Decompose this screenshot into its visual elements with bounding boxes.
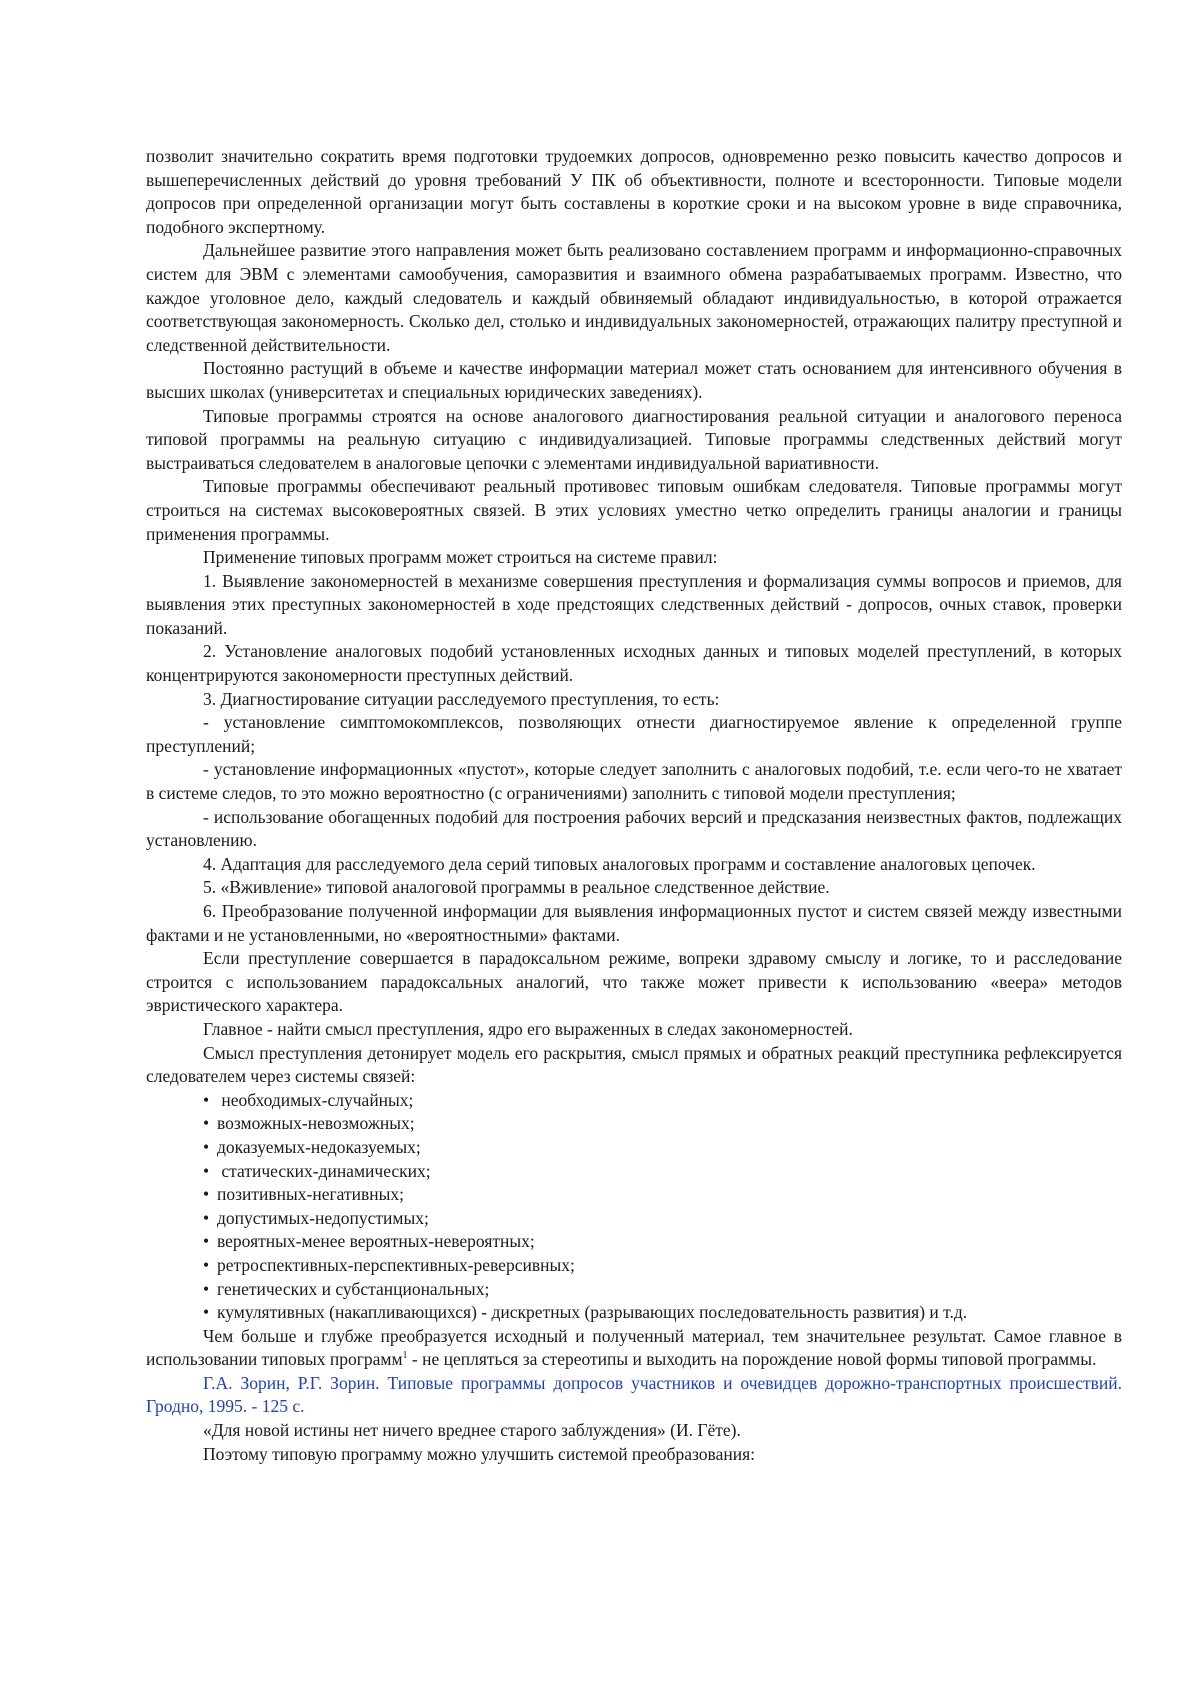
paragraph: - установление информационных «пустот», которые следует заполнить с аналоговых подобий, т.е. если чего-то не хватает в системе следов, то это можно вероятностно (с ограничениями) заполнить с типовой модели преступления; (146, 759, 1122, 804)
list-item (203, 1112, 1122, 1136)
paragraph: Смысл преступления детонирует модель его раскрытия, смысл прямых и обратных реакций преступника рефлексируется следователем через системы связей: (146, 1042, 1122, 1087)
list-item-text: необходимых-случайных; (217, 1089, 414, 1110)
list-item (203, 1136, 1122, 1160)
paragraph: 4. Адаптация для расследуемого дела серий типовых аналоговых программ и составление аналоговых цепочек. (203, 853, 1036, 874)
list-item (203, 1301, 1122, 1325)
paragraph: 1. Выявление закономерностей в механизме совершения преступления и формализация суммы вопросов и приемов, для выявления этих преступных закономерностей в ходе предстоящих следственных действий - допросов, очных ставок, проверки показаний. (146, 570, 1122, 638)
list-item (203, 1207, 1122, 1231)
paragraph: Применение типовых программ может строиться на системе правил: (203, 547, 718, 568)
bullet-icon: • (203, 1089, 210, 1110)
list-item (203, 1089, 1122, 1113)
paragraph-text: - не цепляться за стереотипы и выходить на порождение новой формы типовой программы. (407, 1349, 1097, 1370)
paragraph: позволит значительно сократить время подготовки трудоемких допросов, одновременно резко повысить качество допросов и вышеперечисленных действий до уровня требований У ПК об объективности, полноте и всесторонности. Типовые модели допросов при определенной организации могут быть составлены в короткие сроки и на высоком уровне в виде справочника, подобного экспертному. (146, 146, 1122, 237)
paragraph: Типовые программы строятся на основе аналогового диагностирования реальной ситуации и аналогового переноса типовой программы на реальную ситуацию с индивидуализацией. Типовые программы следственных действий могут выстраиваться следователем в аналоговые цепочки с элементами индивидуальной вариативности. (146, 405, 1122, 473)
paragraph: Главное - найти смысл преступления, ядро его выраженных в следах закономерностей. (203, 1018, 853, 1039)
paragraph: 3. Диагностирование ситуации расследуемого преступления, то есть: (203, 688, 720, 709)
bullet-icon: • (203, 1254, 210, 1275)
list-item-text: ретроспективных-перспективных-реверсивных; (217, 1254, 575, 1275)
list-item (203, 1160, 1122, 1184)
paragraph: 2. Установление аналоговых подобий установленных исходных данных и типовых моделей преступлений, в которых концентрируются закономерности преступных действий. (146, 641, 1122, 686)
list-item (203, 1278, 1122, 1302)
paragraph (146, 1325, 1122, 1372)
paragraph-group (146, 145, 1122, 1089)
list-item-text: доказуемых-недоказуемых; (217, 1136, 421, 1157)
quote: «Для новой истины нет ничего вреднее старого заблуждения» (И. Гёте). (203, 1420, 741, 1441)
list-item-text: позитивных-негативных; (217, 1184, 405, 1205)
paragraph: Дальнейшее развитие этого направления может быть реализовано составлением программ и информационно-справочных систем для ЭВМ с элементами самообучения, саморазвития и взаимного обмена разрабатываемых программ. Известно, что каждое уголовное дело, каждый следователь и каждый обвиняемый обладают индивидуальностью, в которой отражается соответствующая закономерность. Сколько дел, столько и индивидуальных закономерностей, отражающих палитру преступной и следственной действительности. (146, 240, 1122, 355)
paragraph: - установление симптомокомплексов, позволяющих отнести диагностируемое явление к определенной группе преступлений; (146, 712, 1122, 756)
paragraph-text: Чем больше и глубже преобразуется исходный и полученный материал, тем значительнее результат. Самое главное в использовании типовых программ (146, 1325, 1122, 1370)
bullet-icon: • (203, 1184, 210, 1205)
paragraph: Поэтому типовую программу можно улучшить системой преобразования: (203, 1443, 755, 1464)
list-item-text: генетических и субстанциональных; (217, 1278, 490, 1299)
footnote-reference-link[interactable]: Г.А. Зорин, Р.Г. Зорин. Типовые программы допросов участников и очевидцев дорожно-транспортных происшествий. Гродно, 1995. - 125 с. (146, 1372, 1122, 1417)
paragraph: Если преступление совершается в парадоксальном режиме, вопреки здравому смыслу и логике, то и расследование строится с использованием парадоксальных аналогий, что также может привести к использованию «веера» методов эвристического характера. (146, 948, 1122, 1016)
bullet-icon: • (203, 1136, 210, 1157)
bullet-icon: • (203, 1160, 210, 1181)
bullet-icon: • (203, 1278, 210, 1299)
body-text (146, 145, 1122, 1466)
footnote-marker[interactable]: 1 (402, 1350, 408, 1362)
bullet-icon: • (203, 1302, 210, 1323)
paragraph: 6. Преобразование полученной информации для выявления информационных пустот и систем связей между известными фактами и не установленными, но «вероятностными» фактами. (146, 901, 1122, 945)
list-item-text: кумулятивных (накапливающихся) - дискретных (разрывающих последовательность развития) и т.д. (217, 1302, 968, 1323)
list-item (203, 1183, 1122, 1207)
list-item-text: допустимых-недопустимых; (217, 1207, 429, 1228)
paragraph: 5. «Вживление» типовой аналоговой программы в реальное следственное действие. (203, 877, 830, 898)
bullet-list (146, 1089, 1122, 1325)
list-item (203, 1254, 1122, 1278)
bullet-icon: • (203, 1113, 210, 1134)
paragraph: - использование обогащенных подобий для построения рабочих версий и предсказания неизвестных фактов, подлежащих установлению. (146, 806, 1122, 851)
paragraph: Типовые программы обеспечивают реальный противовес типовым ошибкам следователя. Типовые программы могут строиться на системах высоковероятных связей. В этих условиях уместно четко определить границы аналогии и границы применения программы. (146, 476, 1122, 544)
list-item-text: статических-динамических; (217, 1160, 431, 1181)
list-item-text: возможных-невозможных; (217, 1113, 415, 1134)
list-item (203, 1230, 1122, 1254)
paragraph: Постоянно растущий в объеме и качестве информации материал может стать основанием для интенсивного обучения в высших школах (университетах и специальных юридических заведениях). (146, 358, 1122, 402)
list-item-text: вероятных-менее вероятных-невероятных; (217, 1231, 535, 1252)
bullet-icon: • (203, 1207, 210, 1228)
bullet-icon: • (203, 1231, 210, 1252)
